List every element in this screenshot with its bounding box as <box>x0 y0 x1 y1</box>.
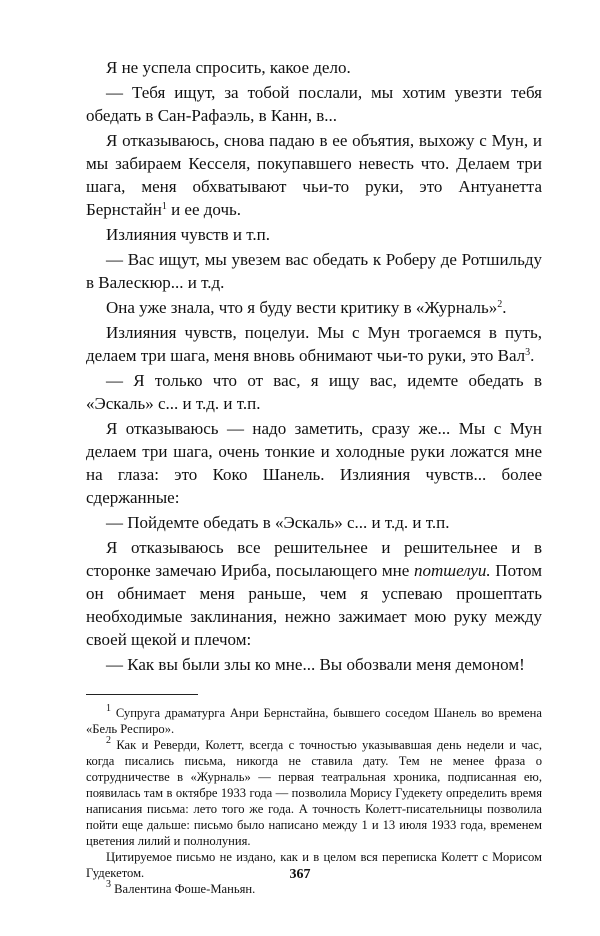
paragraph-7-text: Излияния чувств, поцелуи. Мы с Мун трогаемся в путь, делаем три шага, меня вновь обнимают чьи-то руки, это Вал <box>86 323 542 365</box>
footnote-3-text: Валентина Фоше-Маньян. <box>114 882 256 896</box>
main-text <box>86 56 542 676</box>
footnote-3 <box>86 881 542 897</box>
paragraph-2: — Тебя ищут, за тобой послали, мы хотим увезти тебя обедать в Сан-Рафаэль, в Канн, в... <box>86 83 542 125</box>
paragraph-4: Излияния чувств и т.п. <box>106 225 270 244</box>
paragraph-11-text: Я отказываюсь все решительнее и решительнее и в сторонке замечаю Ириба, посылающего мне <box>86 538 542 580</box>
paragraph-6-tail: . <box>502 298 507 317</box>
footnote-ref-3: 3 <box>525 347 531 358</box>
paragraph-11 <box>86 536 542 651</box>
paragraph-7-tail: . <box>530 346 535 365</box>
book-page <box>86 56 542 897</box>
paragraph-8: — Я только что от вас, я ищу вас, идемте обедать в «Эскаль» с... и т.д. и т.п. <box>86 371 542 413</box>
footnote-3-mark: 3 <box>106 879 111 890</box>
paragraph-12: — Как вы были злы ко мне... Вы обозвали меня демоном! <box>106 655 525 674</box>
footnote-2-continuation: Цитируемое письмо не издано, как и в целом вся переписка Колетт с Морисом Гудекетом. <box>86 850 542 880</box>
footnote-ref-2: 2 <box>497 299 503 310</box>
paragraph-5: — Вас ищут, мы увезем вас обедать к Роберу де Ротшильду в Валескюр... и т.д. <box>86 250 542 292</box>
paragraph-3-tail: и ее дочь. <box>166 200 242 219</box>
footnote-2 <box>86 737 542 849</box>
paragraph-6 <box>86 296 542 319</box>
footnote-ref-1: 1 <box>161 201 167 212</box>
paragraph-7 <box>86 321 542 367</box>
paragraph-10: — Пойдемте обедать в «Эскаль» с... и т.д. и т.п. <box>106 513 450 532</box>
paragraph-3 <box>86 129 542 221</box>
footnote-1-mark: 1 <box>106 703 111 714</box>
footnote-1 <box>86 705 542 737</box>
footnote-2-mark: 2 <box>106 735 111 746</box>
paragraph-11-tail: Потом он обнимает меня раньше, чем я успеваю прошептать необходимые заклинания, нежно зажимает мою руку между своей щекой и плечом: <box>86 561 542 649</box>
paragraph-11-italic: потшелуи. <box>413 561 491 580</box>
footnote-1-text: Супруга драматурга Анри Бернстайна, бывшего соседом Шанель во времена «Бель Респиро». <box>86 706 542 736</box>
page-number: 367 <box>289 867 311 882</box>
footnote-divider <box>86 694 198 695</box>
footnote-2-text: Как и Реверди, Колетт, всегда с точностью указывавшая день недели и час, когда писались письма, никогда не ставила дату. Тем не менее фраза о сотрудничестве в «Журналь» — первая театральная хроника, подписанная ею, появилась там в октябре 1933 года — позволила Морису Гудекету определить время написания письма: лето того же года. А точность Колетт-писательницы позволила пойти еще дальше: письмо было написано между 1 и 13 июля 1933 года, временем цветения лилий и полнолуния. <box>86 738 542 848</box>
paragraph-9: Я отказываюсь — надо заметить, сразу же... Мы с Мун делаем три шага, очень тонкие и холодные руки ложатся мне на глаза: это Коко Шанель. Излияния чувств... более сдержанные: <box>86 419 542 507</box>
paragraph-3-text: Я отказываюсь, снова падаю в ее объятия, выхожу с Мун, и мы забираем Кесселя, покупавшего невесть что. Делаем три шага, меня обхватывают чьи-то руки, это Антуанетта Бернстайн <box>86 131 542 219</box>
paragraph-6-text: Она уже знала, что я буду вести критику в «Журналь» <box>106 298 498 317</box>
paragraph-1: Я не успела спросить, какое дело. <box>106 58 351 77</box>
